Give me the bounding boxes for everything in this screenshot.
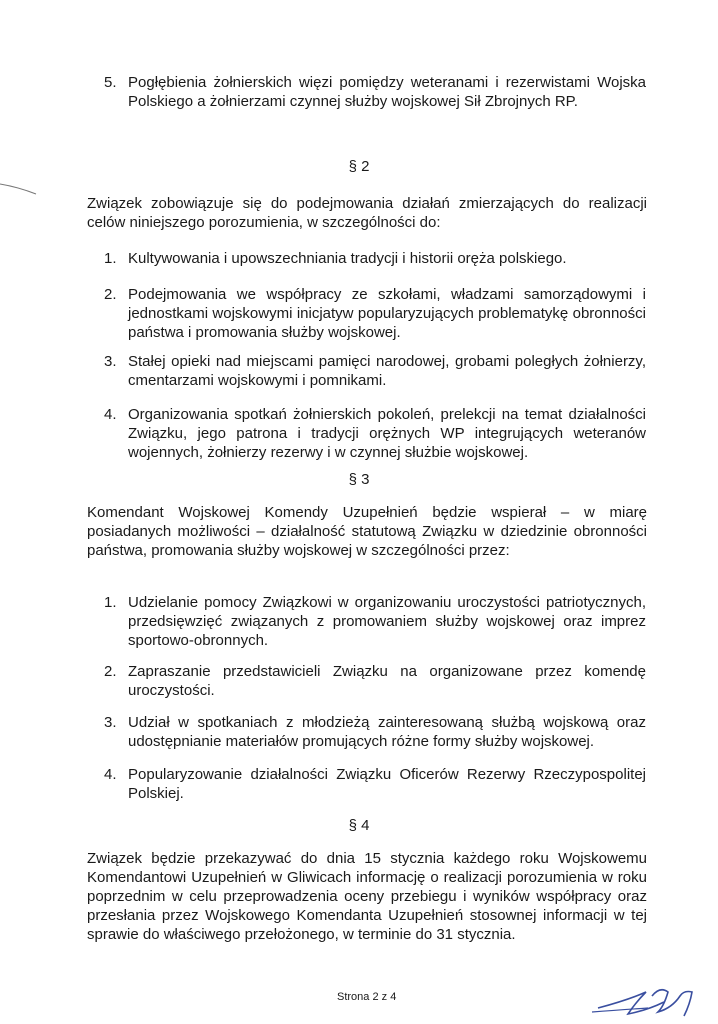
section-heading-2: § 2 [348,158,370,175]
list-item-text: Popularyzowanie działalności Związku Oficerów Rezerwy Rzeczypospolitej Polskiej. [128,766,646,802]
item-number: 1. [104,594,117,611]
section-2-intro: Związek zobowiązuje się do podejmowania działań zmierzających do realizacji celów niniejszego porozumienia, w szczególności do: [87,195,647,231]
list-item-text: Organizowania spotkań żołnierskich pokoleń, prelekcji na temat działalności Związku, jego patrona i tradycji orężnych WP integrujących weteranów wojennych, żołnierzy rezerwy i w czynnej służbie wojskowej. [128,406,646,461]
section-heading-4: § 4 [348,817,370,834]
item-number: 2. [104,663,117,680]
section-heading-3: § 3 [348,471,370,488]
item-number: 1. [104,250,117,267]
list-item-text: Udział w spotkaniach z młodzieżą zainteresowaną służbą wojskową oraz udostępnianie materiałów promujących różne formy służby wojskowej. [128,714,646,750]
item-number: 2. [104,286,117,303]
item-number: 4. [104,406,117,423]
scan-edge-mark [0,178,40,198]
list-item-text: Podejmowania we współpracy ze szkołami, władzami samorządowymi i jednostkami wojskowymi inicjatyw popularyzujących problematykę obronności państwa i promowania służby wojskowej. [128,286,646,341]
item-number: 5. [104,74,117,91]
item-number: 4. [104,766,117,783]
section-4-text: Związek będzie przekazywać do dnia 15 stycznia każdego roku Wojskowemu Komendantowi Uzupełnień w Gliwicach informację o realizacji porozumienia w roku poprzednim w celu przeprowadzenia oceny przebiegu i wyników współpracy oraz przesłania przez Wojskowego Komendanta Uzupełnień stosownej informacji w tej sprawie do właściwego przełożonego, w terminie do 31 stycznia. [87,850,647,943]
list-item-text: Stałej opieki nad miejscami pamięci narodowej, grobami poległych żołnierzy, cmentarzami wojskowymi i pomnikami. [128,353,646,389]
item-number: 3. [104,353,117,370]
list-item-text: Zapraszanie przedstawicieli Związku na organizowane przez komendę uroczystości. [128,663,646,699]
section-3-intro: Komendant Wojskowej Komendy Uzupełnień będzie wspierał – w miarę posiadanych możliwości – działalność statutową Związku w dziedzinie obronności państwa, promowania służby wojskowej w szczególności przez: [87,504,647,559]
list-item-text: Udzielanie pomocy Związkowi w organizowaniu uroczystości patriotycznych, przedsięwzięć związanych z promowaniem służby wojskowej oraz imprez sportowo-obronnych. [128,594,646,649]
page-number: Strona 2 z 4 [337,991,397,1003]
handwritten-initials-signature [588,982,708,1022]
item-number: 3. [104,714,117,731]
list-item-text: Kultywowania i upowszechniania tradycji i historii oręża polskiego. [128,250,567,267]
list-item-text: Pogłębienia żołnierskich więzi pomiędzy weteranami i rezerwistami Wojska Polskiego a żołnierzami czynnej służby wojskowej Sił Zbrojnych RP. [128,74,646,110]
